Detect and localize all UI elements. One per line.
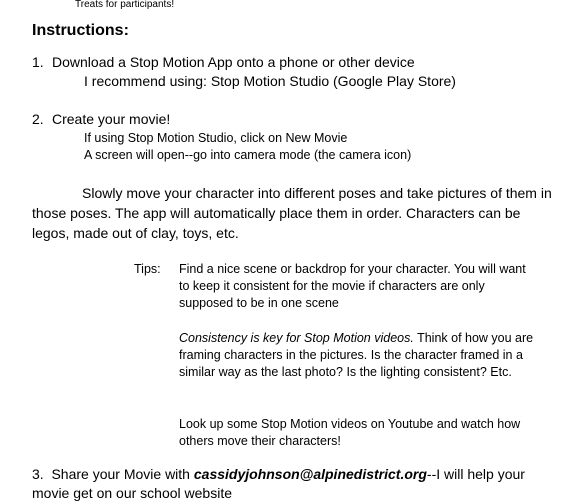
step1-text: Download a Stop Motion App onto a phone or other device	[52, 54, 415, 70]
step3-text-before: Share your Movie with	[51, 466, 194, 482]
step2-text: Create your movie!	[52, 111, 171, 127]
step3-number: 3.	[32, 466, 44, 482]
tip-2-rest: Think of how you are framing characters in the pictures. Is the character framed in a similar way as the last photo? Is the lighting consistent? Etc.	[179, 331, 534, 379]
step2-number: 2.	[32, 111, 44, 127]
tip-2-italic: Consistency is key for Stop Motion videos.	[179, 331, 414, 345]
email-link[interactable]: cassidyjohnson@alpinedistrict.org	[193, 466, 427, 482]
tip-2	[179, 330, 539, 381]
paragraph-text: Slowly move your character into different poses and take pictures of them in those poses. The app will automatically place them in order. Characters can be legos, made out of clay, toys, etc.	[32, 185, 552, 241]
step2-sub1: If using Stop Motion Studio, click on New Movie	[84, 131, 348, 145]
tip-3: Look up some Stop Motion videos on Youtube and watch how others move their characters!	[179, 417, 521, 448]
tips-label: Tips:	[134, 262, 161, 276]
step1-sub: I recommend using: Stop Motion Studio (Google Play Store)	[84, 73, 456, 89]
tip-1: Find a nice scene or backdrop for your character. You will want to keep it consistent for the movie if characters are only supposed to be in one scene	[179, 262, 526, 310]
instructions-heading: Instructions:	[32, 22, 129, 39]
step3-text-after: --I will help your movie get on our school website	[32, 466, 525, 501]
step2-sub2: A screen will open--go into camera mode (the camera icon)	[84, 148, 412, 162]
step3	[32, 465, 552, 503]
top-note: Treats for participants!	[75, 0, 175, 10]
instructions-paragraph	[32, 183, 552, 243]
step1-number: 1.	[32, 54, 44, 70]
